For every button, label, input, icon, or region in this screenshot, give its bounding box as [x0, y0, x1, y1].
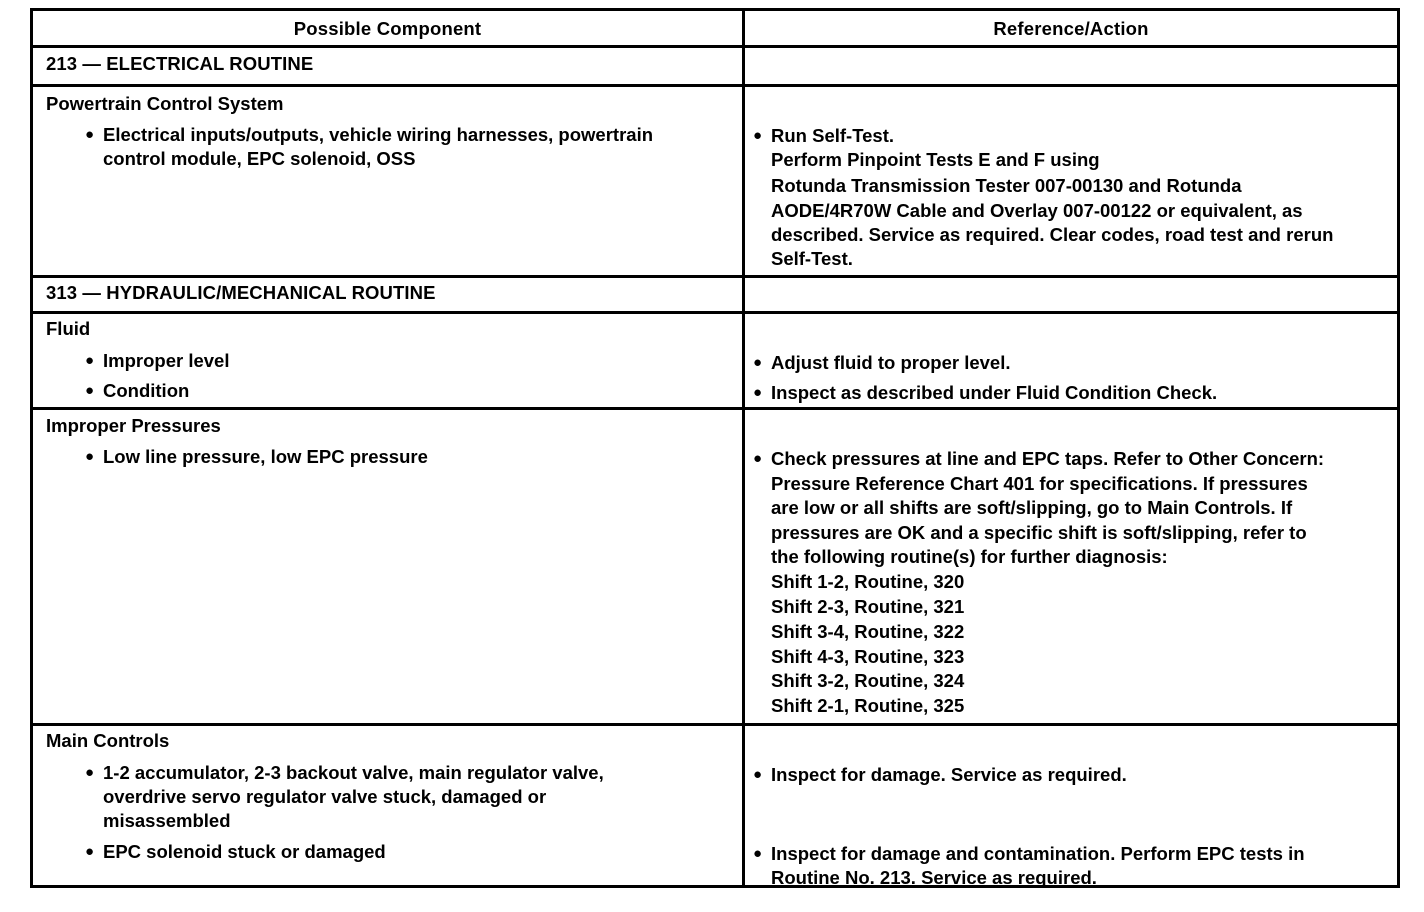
- action-line: Routine No. 213. Service as required.: [771, 867, 1097, 888]
- component-line: ● Low line pressure, low EPC pressure: [103, 445, 428, 470]
- main-controls-action-cell: [745, 726, 1397, 888]
- action-line: AODE/4R70W Cable and Overlay 007-00122 or equivalent, as: [771, 200, 1303, 221]
- component-line: ● Condition: [103, 379, 189, 404]
- routine-213-empty-cell: [745, 48, 1397, 84]
- shift-routine-number: 324: [933, 670, 965, 691]
- pressures-action-cell: [745, 410, 1397, 723]
- component-line: overdrive servo regulator valve stuck, damaged or: [103, 786, 547, 807]
- shift-routine-line: [771, 620, 964, 645]
- group-powertrain-control-system: Powertrain Control System: [46, 93, 284, 114]
- shift-routine-label: Shift 3-4, Routine,: [771, 621, 929, 642]
- table-header-row: [33, 11, 1397, 48]
- routine-313-title: 313 — HYDRAULIC/MECHANICAL ROUTINE: [46, 282, 436, 303]
- component-line: ● Electrical inputs/outputs, vehicle wiring harnesses, powertrain: [103, 123, 653, 148]
- action-line: ● Inspect for damage and contamination. Perform EPC tests in: [771, 842, 1305, 867]
- shift-routine-line: [771, 570, 964, 595]
- improper-pressures-row: [33, 410, 1397, 726]
- group-main-controls: Main Controls: [46, 730, 170, 751]
- routine-313-empty-cell: [745, 278, 1397, 311]
- shift-routine-number: 320: [933, 571, 965, 592]
- component-line: ● Improper level: [103, 349, 229, 374]
- diagnosis-table: [30, 8, 1400, 888]
- fluid-component-cell: [33, 314, 742, 407]
- routine-213-title-cell: [33, 48, 742, 84]
- shift-routine-line: [771, 669, 964, 694]
- fluid-action-cell: [745, 314, 1397, 407]
- shift-routine-number: 321: [933, 596, 965, 617]
- main-controls-component-cell: [33, 726, 742, 888]
- group-fluid: Fluid: [46, 318, 91, 339]
- routine-313-title-row: [33, 278, 1397, 314]
- shift-routine-label: Shift 1-2, Routine,: [771, 571, 929, 592]
- shift-routine-line: [771, 595, 964, 620]
- action-line: ● Check pressures at line and EPC taps. Refer to Other Concern:: [771, 447, 1324, 472]
- shift-routine-number: 325: [933, 695, 965, 716]
- main-controls-row: [33, 726, 1397, 888]
- action-line: are low or all shifts are soft/slipping, go to Main Controls. If: [771, 497, 1293, 518]
- header-reference-action: Reference/Action: [993, 18, 1149, 39]
- shift-routine-label: Shift 2-3, Routine,: [771, 596, 929, 617]
- action-line: described. Service as required. Clear codes, road test and rerun: [771, 224, 1334, 245]
- routine-213-component-cell: [33, 87, 742, 275]
- group-improper-pressures: Improper Pressures: [46, 415, 221, 436]
- action-line: Pressure Reference Chart 401 for specifications. If pressures: [771, 473, 1308, 494]
- action-line: pressures are OK and a specific shift is soft/slipping, refer to: [771, 522, 1307, 543]
- routine-213-title-row: [33, 48, 1397, 87]
- action-line: ● Adjust fluid to proper level.: [771, 351, 1011, 376]
- action-line: ● Inspect for damage. Service as required.: [771, 763, 1127, 788]
- routine-213-title: 213 — ELECTRICAL ROUTINE: [46, 53, 314, 74]
- fluid-row: [33, 314, 1397, 410]
- pressures-component-cell: [33, 410, 742, 723]
- header-possible-component: Possible Component: [293, 18, 482, 39]
- action-line: Self-Test.: [771, 248, 853, 269]
- shift-routine-label: Shift 4-3, Routine,: [771, 646, 929, 667]
- shift-routine-label: Shift 3-2, Routine,: [771, 670, 929, 691]
- component-line: misassembled: [103, 810, 231, 831]
- action-line: ● Inspect as described under Fluid Condition Check.: [771, 381, 1217, 406]
- action-line: the following routine(s) for further diagnosis:: [771, 546, 1168, 567]
- shift-routine-number: 322: [933, 621, 965, 642]
- routine-213-content-row: [33, 87, 1397, 278]
- routine-313-title-cell: [33, 278, 742, 311]
- action-line: ● Run Self-Test.: [771, 124, 894, 149]
- action-line: Perform Pinpoint Tests E and F using: [771, 149, 1100, 170]
- action-line: Rotunda Transmission Tester 007-00130 and Rotunda: [771, 175, 1242, 196]
- shift-routine-line: [771, 645, 964, 670]
- shift-routine-number: 323: [933, 646, 965, 667]
- component-line: ● 1-2 accumulator, 2-3 backout valve, main regulator valve,: [103, 761, 604, 786]
- shift-routine-line: [771, 694, 964, 719]
- component-line: control module, EPC solenoid, OSS: [103, 148, 416, 169]
- shift-routine-label: Shift 2-1, Routine,: [771, 695, 929, 716]
- routine-213-action-cell: [745, 87, 1397, 275]
- component-line: ● EPC solenoid stuck or damaged: [103, 840, 386, 865]
